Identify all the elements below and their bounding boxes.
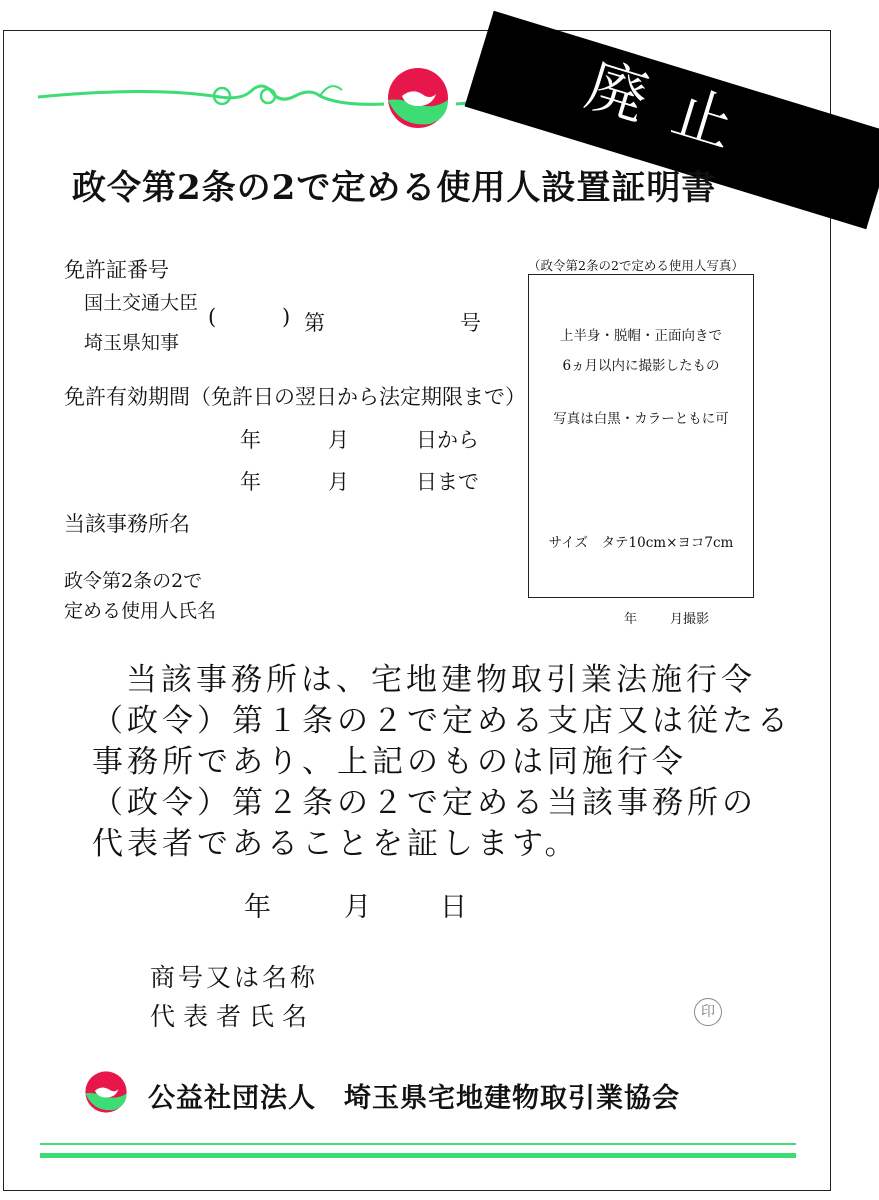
association-name: 公益社団法人 埼玉県宅地建物取引業協会: [148, 1083, 680, 1114]
license-go: 号: [460, 311, 481, 335]
validity-from-month: 月: [328, 428, 349, 452]
seal-mark: 印: [694, 998, 722, 1026]
office-name-label: 当該事務所名: [64, 512, 190, 536]
license-number-label: 免許証番号: [64, 258, 169, 282]
validity-to-month: 月: [328, 470, 349, 494]
footer-logo-icon: [84, 1070, 128, 1114]
statement-line: 当該事務所は、宅地建物取引業法施行令: [126, 662, 756, 698]
company-name-label: 商号又は名称: [150, 963, 319, 992]
association-logo-icon: [386, 66, 450, 130]
issue-date-day: 日: [440, 892, 467, 923]
validity-from-year: 年: [240, 428, 261, 452]
photo-caption: （政令第2条の2で定める使用人写真）: [528, 258, 744, 273]
validity-label: 免許有効期間（免許日の翌日から法定期限まで）: [64, 385, 526, 409]
issue-date-month: 月: [344, 892, 371, 923]
photo-instruction-2: 6ヵ月以内に撮影したもの: [562, 358, 720, 374]
certification-statement: [92, 660, 792, 865]
paren-open: (: [208, 305, 217, 329]
abolished-stamp-text: 廃止: [578, 49, 771, 170]
issuer-governor: 埼玉県知事: [84, 332, 180, 354]
statement-line: （政令）第１条の２で定める支店又は従たる: [92, 703, 792, 739]
issuer-minister: 国土交通大臣: [84, 292, 199, 314]
representative-name-label: 代表者氏名: [150, 1002, 316, 1031]
paren-close: ): [282, 305, 291, 329]
photo-date-year: 年: [624, 612, 638, 627]
document-title: 政令第2条の2で定める使用人設置証明書: [72, 168, 717, 208]
validity-from-day: 日から: [416, 428, 479, 452]
statement-line: 事務所であり、上記のものは同施行令: [92, 744, 687, 780]
statement-line: 代表者であることを証します。: [92, 826, 580, 862]
employee-name-label-1: 政令第2条の2で: [64, 570, 203, 592]
issue-date-year: 年: [244, 892, 271, 923]
photo-size: サイズ タテ10cm×ヨコ7cm: [548, 535, 734, 551]
validity-to-year: 年: [240, 470, 261, 494]
photo-instruction-1: 上半身・脱帽・正面向きで: [560, 328, 722, 344]
footer-rule-thick: [40, 1153, 796, 1158]
statement-line: （政令）第２条の２で定める当該事務所の: [92, 785, 757, 821]
employee-name-label-2: 定める使用人氏名: [64, 600, 217, 622]
license-dai: 第: [304, 311, 325, 335]
photo-date-month: 月撮影: [670, 612, 710, 627]
validity-to-day: 日まで: [416, 470, 479, 494]
photo-instruction-3: 写真は白黒・カラーともに可: [553, 411, 729, 427]
footer-rule-thin: [40, 1143, 796, 1145]
